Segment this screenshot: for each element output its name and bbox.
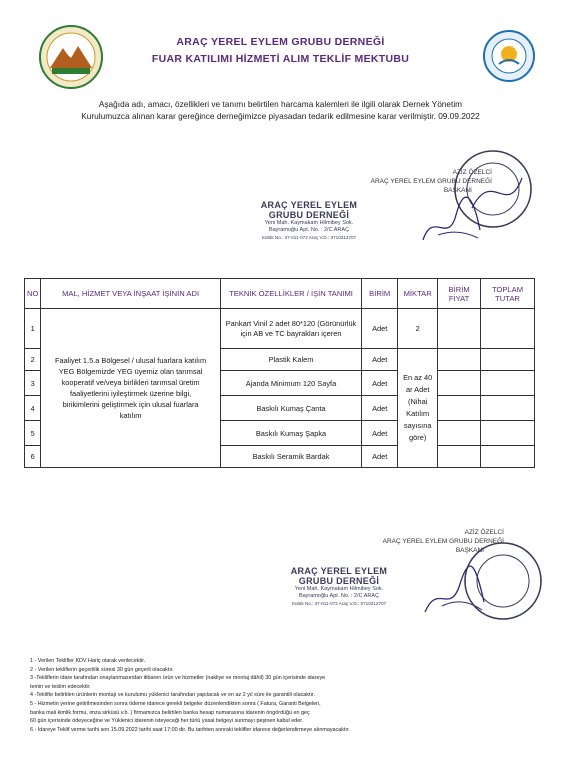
row-spec: Baskılı Kumaş Çanta xyxy=(220,396,362,421)
row-total xyxy=(481,421,535,446)
handwritten-signature-bottom xyxy=(420,560,490,620)
header-total: TOPLAM TUTAR xyxy=(481,279,535,309)
signatory-org: ARAÇ YEREL EYLEM GRUBU DERNEĞİ xyxy=(382,538,504,545)
term-item: 60 gün içerisinde ödeyeceğine ve Yüklenici idarenin isteyeceği her türlü yasal belgeyi sunmayı peşinen kabul eder. xyxy=(30,718,304,725)
term-item: banka mali kimlik formu, imza sirküsü v.b. ) firmamızca belirtilen banka hesap numarasına idarenin öngördüğü en geç xyxy=(30,709,310,716)
row-total xyxy=(481,446,535,468)
row-total xyxy=(481,309,535,349)
row-no: 4 xyxy=(25,396,41,421)
term-item: 6 - İdareye Teklif verme tarihi son 15.09.2022 tarihi saat 17:00 dir. Bu tarihten sonraki teklifler idarece değerlendirmeye alınmayacaktır. xyxy=(30,726,350,733)
handwritten-signature-top xyxy=(418,190,488,250)
header-unit: BİRİM xyxy=(362,279,398,309)
org-stamp-bottom xyxy=(275,566,403,607)
document-title-line2: FUAR KATILIMI HİZMETİ ALIM TEKLİF MEKTUBU xyxy=(151,53,410,65)
term-item: 5 - Hizmetin yerine getirilmesinden sonra ödeme idarece gerekli belgeler düzenlendikten sonra ( Fatura, Garanti Belgeleri, xyxy=(30,700,321,707)
row-unit-price xyxy=(438,349,481,371)
signatory-name: AZİZ ÖZELCİ xyxy=(464,529,504,536)
org-stamp-addr1: Yeni Mah. Kaymakam Hilmibey Sok. xyxy=(294,586,384,592)
row-unit-price xyxy=(438,371,481,396)
row-unit: Adet xyxy=(362,446,398,468)
row-unit: Adet xyxy=(362,349,398,371)
row-no: 5 xyxy=(25,421,41,446)
row-spec: Pankart Vinil 2 adet 80*120 (Görünürlük için AB ve TC bayrakları içeren xyxy=(220,309,362,349)
row-spec: Ajanda Minimum 120 Sayfa xyxy=(220,371,362,396)
item-description: Faaliyet 1.5.a Bölgesel / ulusal fuarlara katılım YEG Bölgemizde YEG üyemiz olan tarımsal kooperatif ve/veya birlikleri tarımsal üretim faaliyetlerini iyileştirmek üzerine bilgi, birikimlerini geliştirmek için ulusal fuarlara katılım xyxy=(41,309,220,468)
org-stamp-top xyxy=(245,200,373,241)
row-unit: Adet xyxy=(362,421,398,446)
org-stamp-addr2: Bayramoğlu Apt. No. : 2/C ARAÇ xyxy=(298,593,380,599)
row-no: 6 xyxy=(25,446,41,468)
org-stamp-addr2: Bayramoğlu Apt. No. : 2/C ARAÇ xyxy=(268,227,350,233)
header-spec: TEKNİK ÖZELLİKLER / İŞİN TANIMI xyxy=(220,279,362,309)
row-spec: Baskılı Kumaş Şapka xyxy=(220,421,362,446)
intro-paragraph xyxy=(28,98,533,122)
header-no: NO xyxy=(25,279,41,309)
row-unit-price xyxy=(438,446,481,468)
items-table xyxy=(24,278,535,468)
intro-line1: Aşağıda adı, amacı, özellikleri ve tanımı belirtilen harcama kalemleri ile ilgili olarak Dernek Yönetim xyxy=(98,99,463,109)
header-unit-price: BİRİM FİYAT xyxy=(438,279,481,309)
table-row xyxy=(25,309,535,349)
term-item: 3 -Tekliflerin idare tarafından onaylanmasından itibaren ürün ve hizmetler (nakliye ve montaj dâhil) 30 gün içerisinde idareye xyxy=(30,675,326,682)
row-no: 3 xyxy=(25,371,41,396)
term-item: 4 -Teklifte belirtilen ürünlerin montajı ve kurulumu yüklenici tarafından yapılacak ve en az 2 yıl süre ile garantili olacaktır. xyxy=(30,692,315,699)
row-total xyxy=(481,396,535,421)
row-unit: Adet xyxy=(362,309,398,349)
org-stamp-name2: GRUBU DERNEĞİ xyxy=(298,576,380,586)
term-item: 1 - Verilen Teklifler KDV Hariç olarak verilecektir. xyxy=(30,658,146,664)
org-stamp-addr1: Yeni Mah. Kaymakam Hilmibey Sok. xyxy=(264,220,354,226)
row-total xyxy=(481,349,535,371)
row-no: 1 xyxy=(25,309,41,349)
org-stamp-name1: ARAÇ YEREL EYLEM xyxy=(260,200,358,210)
org-stamp-name1: ARAÇ YEREL EYLEM xyxy=(290,566,388,576)
signatory-title: BAŞKANI xyxy=(443,187,472,194)
signatory-title: BAŞKANI xyxy=(455,547,484,554)
org-stamp-name2: GRUBU DERNEĞİ xyxy=(268,210,350,220)
row-unit-price xyxy=(438,309,481,349)
org-stamp-addr3: Kütük No.: 37-011-072 Araç V.D.: 0710312707 xyxy=(291,601,387,606)
header-qty: MİKTAR xyxy=(398,279,438,309)
term-item: temin ve teslim edecektir. xyxy=(30,683,91,690)
row-unit: Adet xyxy=(362,396,398,421)
term-item: 2 - Verilen tekliflerin geçerlilik süresi 30 gün geçerli olacaktır. xyxy=(30,666,174,673)
intro-line2: Kurulumuzca alınan karar gereğince derneğimizce piyasadan tedarik edilmesine karar verilmiştir. 09.09.2022 xyxy=(81,111,480,121)
terms-list xyxy=(30,657,530,734)
row-no: 2 xyxy=(25,349,41,371)
row-spec: Plastik Kalem xyxy=(220,349,362,371)
row-unit-price xyxy=(438,396,481,421)
row-unit-price xyxy=(438,421,481,446)
row-qty: 2 xyxy=(398,309,438,349)
document-title-line1: ARAÇ YEREL EYLEM GRUBU DERNEĞİ xyxy=(176,36,385,48)
row-unit: Adet xyxy=(362,371,398,396)
signatory-org: ARAÇ YEREL EYLEM GRUBU DERNEĞİ xyxy=(370,178,492,185)
org-stamp-addr3: Kütük No.: 37-011-072 Araç V.D.: 0710312707 xyxy=(261,235,357,240)
row-spec: Baskılı Seramik Bardak xyxy=(220,446,362,468)
signatory-name: AZİZ ÖZELCİ xyxy=(452,169,492,176)
merged-qty: En az 40 ar Adet (Nihai Katılım sayısına göre) xyxy=(398,349,438,468)
row-total xyxy=(481,371,535,396)
header-item: MAL, HİZMET VEYA İNŞAAT İŞİNİN ADI xyxy=(41,279,220,309)
